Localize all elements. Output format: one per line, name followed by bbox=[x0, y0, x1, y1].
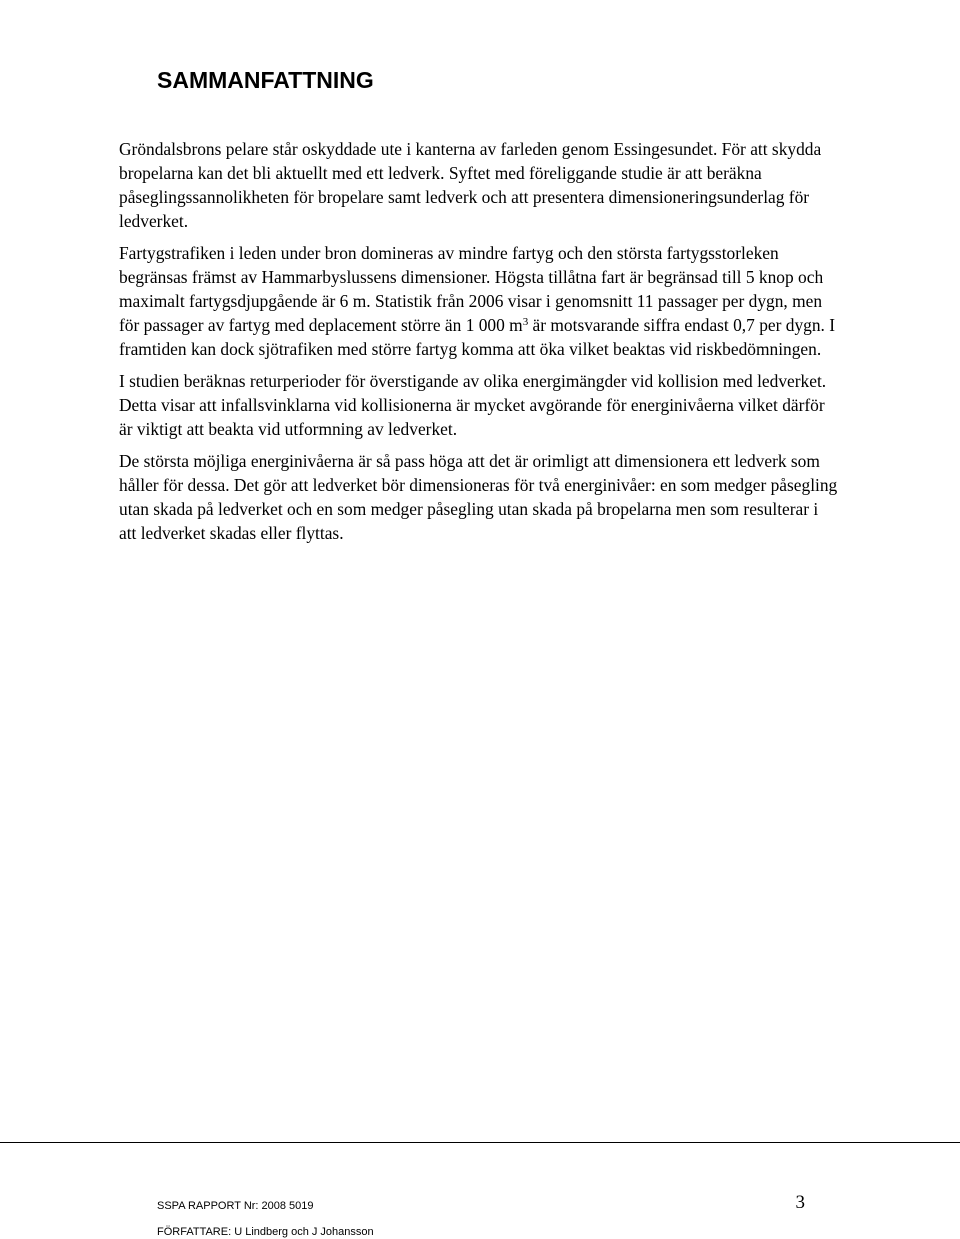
text-line: Detta visar att infallsvinklarna vid kollisionerna är mycket avgörande för energinivåerna vilket därför bbox=[119, 395, 825, 415]
text-line: I studien beräknas returperioder för överstigande av olika energimängder vid kollision med ledverket. bbox=[119, 371, 827, 391]
superscript: 3 bbox=[522, 316, 529, 328]
text-line: håller för dessa. Det gör att ledverket bör dimensioneras för två energinivåer: en som medger påsegling bbox=[119, 475, 838, 495]
text-line: bropelarna kan det bli aktuellt med ett ledverk. Syftet med föreliggande studie är att beräkna bbox=[119, 163, 762, 183]
text-line: Gröndalsbrons pelare står oskyddade ute i kanterna av farleden genom Essingesundet. För att skydda bbox=[119, 139, 822, 159]
footer-report-number: SSPA RAPPORT Nr: 2008 5019 bbox=[157, 1200, 314, 1212]
text-line: maximalt fartygsdjupgående är 6 m. Statistik från 2006 visar i genomsnitt 11 passager per dygn, men bbox=[119, 291, 823, 311]
text-line: framtiden kan dock sjötrafiken med större fartyg komma att öka vilket beaktas vid riskbedömningen. bbox=[119, 339, 822, 359]
text-line: Fartygstrafiken i leden under bron domineras av mindre fartyg och den största fartygsstorleken bbox=[119, 243, 779, 263]
page-number: 3 bbox=[795, 1192, 805, 1213]
footer-divider bbox=[0, 1142, 960, 1143]
text-line: är viktigt att beakta vid utformning av ledverket. bbox=[119, 419, 458, 439]
text-segment: för passager av fartyg med deplacement större än 1 000 m bbox=[119, 315, 523, 335]
paragraph-3 bbox=[119, 369, 939, 441]
text-line: begränsas främst av Hammarbyslussens dimensioner. Högsta tillåtna fart är begränsad till 5 knop och bbox=[119, 267, 824, 287]
footer-authors: FÖRFATTARE: U Lindberg och J Johansson bbox=[157, 1226, 374, 1238]
text-segment: är motsvarande siffra endast 0,7 per dygn. I bbox=[528, 315, 836, 335]
page-heading: SAMMANFATTNING bbox=[157, 67, 374, 93]
text-line: påseglingssannolikheten för bropelare samt ledverk och att presentera dimensioneringsunderlag för bbox=[119, 187, 810, 207]
paragraph-4 bbox=[119, 449, 939, 545]
text-line: De största möjliga energinivåerna är så pass höga att det är orimligt att dimensionera ett ledverk som bbox=[119, 451, 820, 471]
summary-body bbox=[119, 137, 939, 553]
text-line: att ledverket skadas eller flyttas. bbox=[119, 523, 344, 543]
text-line-with-superscript bbox=[119, 313, 939, 337]
text-line: utan skada på ledverket och en som medger påsegling utan skada på bropelarna men som resulterar i bbox=[119, 499, 819, 519]
paragraph-1 bbox=[119, 137, 939, 233]
text-line: ledverket. bbox=[119, 211, 189, 231]
paragraph-2 bbox=[119, 241, 939, 361]
